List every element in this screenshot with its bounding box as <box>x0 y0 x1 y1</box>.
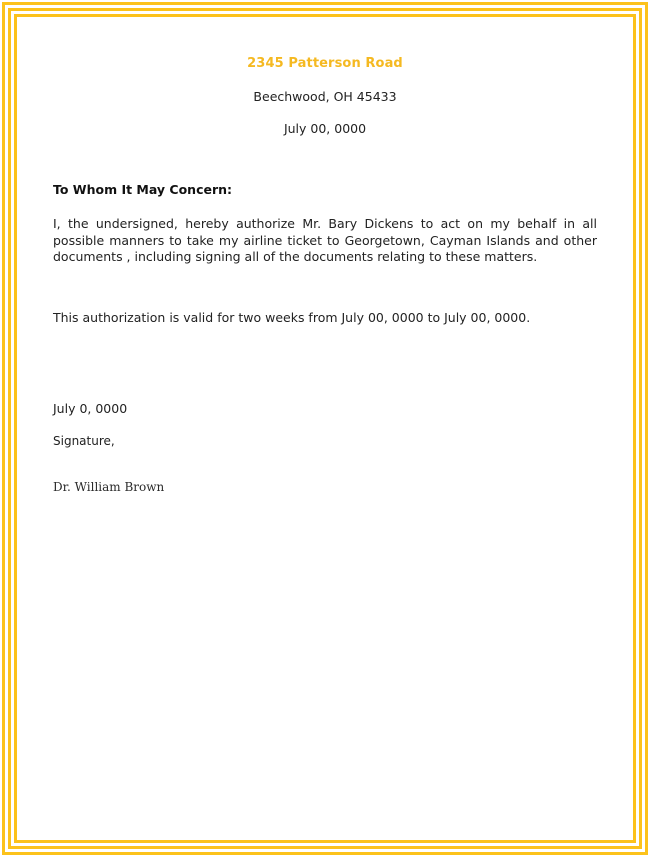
signature-label: Signature, <box>53 434 115 448</box>
signer-name: Dr. William Brown <box>53 480 165 494</box>
closing-date: July 0, 0000 <box>53 401 128 416</box>
letter-content <box>20 20 630 837</box>
salutation: To Whom It May Concern: <box>53 182 233 197</box>
street-address: 2345 Patterson Road <box>247 56 403 71</box>
validity-statement: This authorization is valid for two weeks from July 00, 0000 to July 00, 0000. <box>53 309 531 325</box>
letter-body <box>20 136 630 494</box>
letterhead <box>20 20 630 136</box>
letter-date: July 00, 0000 <box>283 121 367 136</box>
authorization-paragraph: I, the undersigned, hereby authorize Mr. Bary Dickens to act on my behalf in all possible manners to take my airline ticket to Georgetown, Cayman Islands and other documents , including signing all of the documents relating to these matters. <box>53 216 597 264</box>
city-state-zip: Beechwood, OH 45433 <box>253 89 397 104</box>
